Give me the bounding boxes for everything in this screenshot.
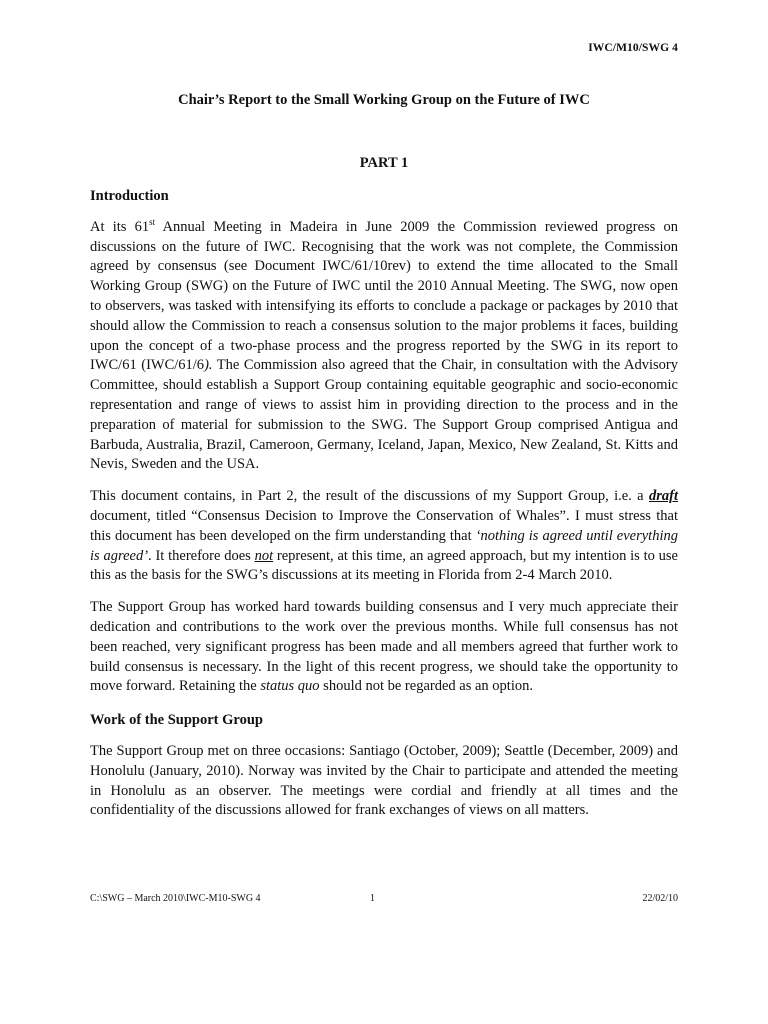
- text-run: represent, at this time, an agreed approach, but my intention is to use this as the basis for the SWG’s discussions at its meeting in Florida from 2-4 March 2010.: [90, 547, 678, 584]
- text-run: The Commission also agreed that the Chair, in consultation with the Advisory Committee, should establish a Support Group containing equitable geographic and socio-economic representation and range of views to assist him in providing direction to the process and in the preparation of material for submission to the SWG. The Support Group comprised Antigua and Barbuda, Australia, Brazil, Cameroon, Germany, Iceland, Japan, Mexico, New Zealand, St. Kitts and Nevis, Sweden and the USA.: [90, 357, 678, 473]
- document-title: Chair’s Report to the Small Working Group on the Future of IWC: [178, 92, 590, 108]
- status-quo-emphasis: status quo: [260, 678, 320, 695]
- text-run: Annual Meeting in Madeira in June 2009 the Commission reviewed progress on discussions on the future of IWC. Recognising that the work was not complete, the Commission agreed by consensus (see Document IWC/61/10rev) to extend the time allocated to the Small Working Group (SWG) on the Future of IWC until the 2010 Annual Meeting. The SWG, now open to observers, was tasked with intensifying its efforts to conclude a package or packages by 2010 that should allow the Commission to reach a consensus solution to the major problems it faces, building upon the concept of a two-phase process and the progress reported by the SWG in its report to IWC/61 (IWC/61/6: [90, 218, 678, 374]
- text-run: This document contains, in Part 2, the result of the discussions of my Support Group, i.e. a: [90, 488, 649, 505]
- text-run: At its 61: [90, 218, 150, 235]
- text-run-italic: ).: [204, 357, 213, 374]
- page-footer: [90, 893, 678, 907]
- part-heading: PART 1: [359, 155, 409, 171]
- intro-paragraph-2: [90, 487, 678, 586]
- text-run: The Support Group has worked hard towards building consensus and I very much appreciate their dedication and contributions to the work over the previous months. While full consensus has not been reached, very significant progress has been made and all members agreed that further work to build consensus is necessary. In the light of this recent progress, we should take the opportunity to move forward. Retaining the: [90, 599, 678, 695]
- footer-page-number: 1: [370, 893, 375, 904]
- ordinal-superscript: st: [149, 216, 156, 227]
- not-emphasis: not: [254, 547, 274, 564]
- section-heading-introduction: Introduction: [90, 188, 169, 204]
- work-paragraph-1: The Support Group met on three occasions: Santiago (October, 2009); Seattle (December, 2009) and Honolulu (January, 2010). Norway was invited by the Chair to participate and attended the meeting in Honolulu as an observer. The meetings were cordial and friendly at all times and the confidentiality of the discussions allowed for frank exchanges of views on all matters.: [90, 742, 678, 819]
- quoted-principle: ‘nothing is agreed until everything is agreed’: [90, 527, 678, 564]
- text-run: . It therefore does: [148, 547, 255, 564]
- text-run: document, titled “Consensus Decision to Improve the Conservation of Whales”. I must stress that this document has been developed on the firm understanding that: [90, 507, 678, 544]
- footer-date: 22/02/10: [642, 893, 678, 904]
- footer-file-path: C:\SWG – March 2010\IWC-M10-SWG 4: [90, 893, 261, 904]
- document-body: [90, 187, 678, 835]
- intro-paragraph-3: [90, 598, 678, 697]
- section-heading-work: Work of the Support Group: [90, 712, 263, 729]
- document-reference: IWC/M10/SWG 4: [588, 42, 678, 54]
- draft-emphasis: draft: [649, 488, 678, 505]
- text-run: should not be regarded as an option.: [319, 678, 533, 695]
- intro-paragraph-1: [90, 218, 678, 475]
